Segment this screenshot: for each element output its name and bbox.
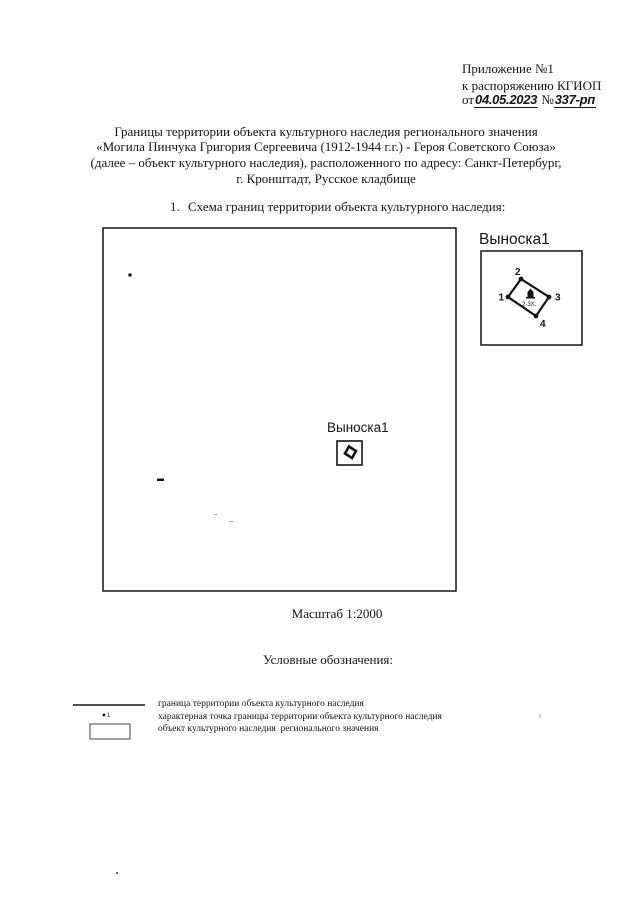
inset-title: Выноска1 [479,231,550,248]
scan-speck [214,514,217,515]
legend-item-boundary-point: характерная точка границы территории объекта культурного наследия [158,712,442,722]
point-label-3: 3 [555,292,561,304]
point-label-2: 2 [515,267,521,278]
number-prefix: № [541,92,554,107]
legend-boundary-point-symbol [103,714,106,717]
section-heading [170,199,505,215]
boundary-point-4 [534,314,539,319]
legend-item-boundary-line: граница территории объекта культурного наследия [158,699,364,709]
grave-icon-base [526,297,535,299]
scan-speck [116,872,118,874]
boundary-point-3 [547,295,552,300]
map-callout-label: Выноска1 [327,420,389,435]
scale-label: Масштаб 1:2000 [291,606,383,621]
inset-object-label: 2-3Х. [522,302,537,308]
date-prefix: от [462,92,475,107]
order-date-number [462,93,596,107]
legend-heritage-object-symbol [90,724,130,739]
map-dash-mark [157,479,164,482]
legend-point-marker-label: 1 [107,713,111,719]
map-point-mark [128,273,131,276]
order-date: 04.05.2023 [475,92,538,107]
scan-speck [229,521,234,522]
title-line: «Могила Пинчука Григория Сергеевича (1912-1944 г.г.) - Героя Советского Союза» [96,139,556,154]
title-line: Границы территории объекта культурного наследия регионального значения [114,124,538,139]
title-line: (далее – объект культурного наследия), расположенного по адресу: Санкт-Петербург, [90,155,562,170]
map-heritage-object-icon [345,447,356,459]
point-label-4: 4 [540,319,546,330]
map-frame [103,228,456,591]
boundary-point-1 [506,295,511,300]
legend-item-heritage-object: объект культурного наследия регионального значения [158,724,379,734]
order-label: к распоряжению КГИОП [462,78,602,93]
legend-title: Условные обозначения: [262,652,394,667]
section-number: 1. [170,199,180,214]
appendix-label: Приложение №1 [462,61,554,76]
title-line: г. Кронштадт, Русское кладбище [236,171,416,186]
order-number: 337-рп [554,92,595,107]
section-heading-text: Схема границ территории объекта культурного наследия: [188,199,506,214]
grave-icon [528,289,534,298]
point-label-1: 1 [498,292,505,304]
